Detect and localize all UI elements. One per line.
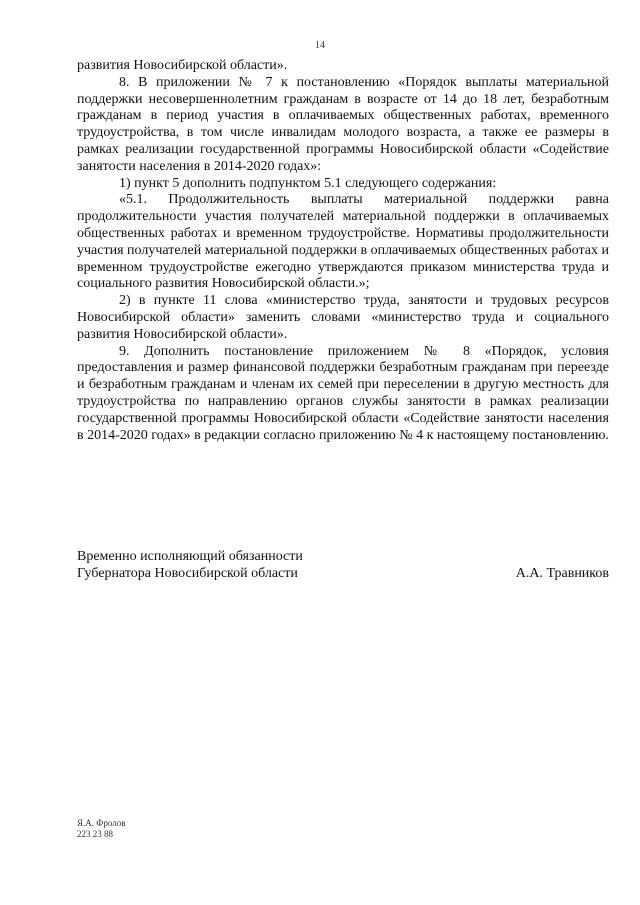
executor-info (77, 818, 126, 840)
signatory-name: А.А. Травников (515, 566, 609, 581)
paragraph-item-8: 8. В приложении № 7 к постановлению «Порядок выплаты материальной поддержки несовершеннолетним гражданам в возрасте от 14 до 18 лет, безработным гражданам в период участия в оплачиваемых общественных работах, временного трудоустройства, в том числе инвалидам молодого возраста, а также ее размеры в рамках реализации государственной программы Новосибирской области «Содействие занятости населения в 2014-2020 годах»: (77, 74, 609, 174)
signature-block (77, 548, 609, 582)
document-body (77, 58, 609, 444)
paragraph-subitem-2: 2) в пункте 11 слова «министерство труда, занятости и трудовых ресурсов Новосибирской области» заменить словами «министерство труда и социального развития Новосибирской области». (77, 293, 609, 342)
paragraph-continuation: развития Новосибирской области». (77, 58, 288, 73)
paragraph-item-9: 9. Дополнить постановление приложением № 8 «Порядок, условия предоставления и размер финансовой поддержки безработным гражданам при переезде и безработным гражданам и членам их семей при переселении в другую местность для трудоустройства по направлению органов службы занятости в рамках реализации государственной программы Новосибирской области «Содействие занятости населения в 2014-2020 годах» в редакции согласно приложению № 4 к настоящему постановлению. (77, 343, 609, 443)
signature-title-line2: Губернатора Новосибирской области (77, 566, 298, 581)
executor-name: Я.А. Фролов (77, 818, 126, 828)
page-number: 14 (315, 40, 325, 51)
paragraph-subitem-1: 1) пункт 5 дополнить подпунктом 5.1 следующего содержания: (119, 175, 497, 191)
paragraph-quote-5-1: «5.1. Продолжительность выплаты материальной поддержки равна продолжительности участия получателей материальной поддержки в оплачиваемых общественных работах и временном трудоустройстве. Нормативы продолжительности участия получателей материальной поддержки в оплачиваемых общественных работах и временном трудоустройстве ежегодно утверждаются приказом министерства труда и социального развития Новосибирской области.»; (77, 192, 609, 292)
signature-title-line1: Временно исполняющий обязанности (77, 549, 303, 564)
executor-phone: 223 23 88 (77, 829, 113, 839)
